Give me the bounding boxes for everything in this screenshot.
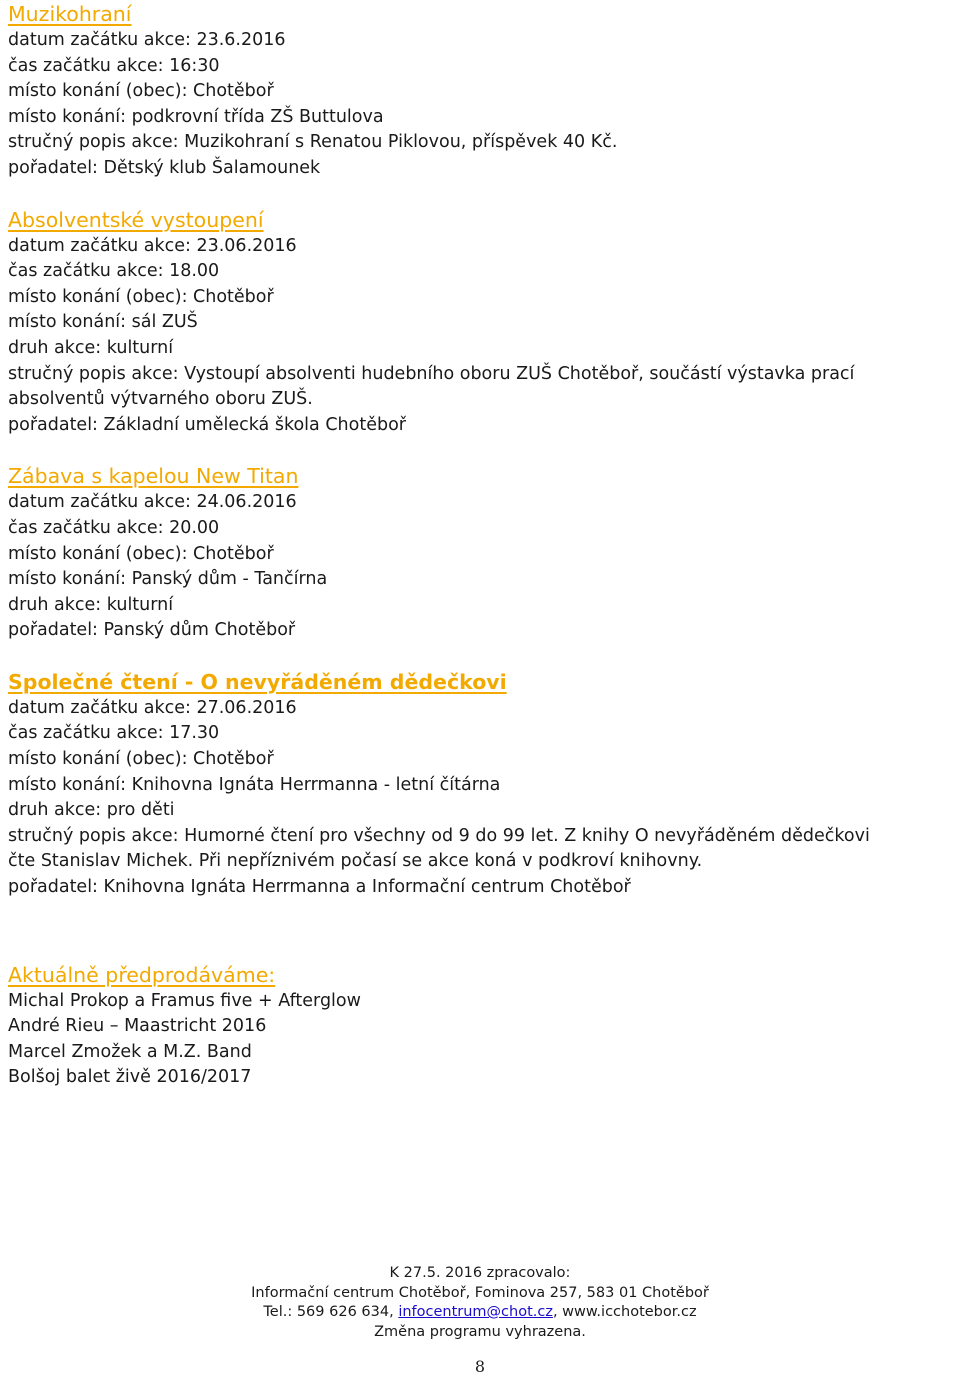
event-town: místo konání (obec): Chotěboř — [8, 543, 274, 564]
event-venue: místo konání: Knihovna Ignáta Herrmanna - letní čítárna — [8, 774, 501, 795]
event-organizer: pořadatel: Panský dům Chotěboř — [8, 620, 296, 641]
program-page — [8, 0, 958, 1091]
event-date: datum začátku akce: 24.06.2016 — [8, 492, 297, 513]
event-town: místo konání (obec): Chotěboř — [8, 749, 274, 770]
event-description: stručný popis akce: Muzikohraní s Renatou Piklovou, příspěvek 40 Kč. — [8, 132, 618, 153]
footer-address: Informační centrum Chotěboř, Fominova 257, 583 01 Chotěboř — [251, 1284, 709, 1301]
presale-item: Bolšoj balet živě 2016/2017 — [8, 1067, 252, 1088]
event-venue: místo konání: podkrovní třída ZŠ Buttulova — [8, 106, 384, 127]
event-zabava-new-titan — [8, 462, 958, 644]
event-organizer: pořadatel: Knihovna Ignáta Herrmanna a Informační centrum Chotěboř — [8, 877, 631, 898]
event-date: datum začátku akce: 27.06.2016 — [8, 697, 297, 718]
event-town: místo konání (obec): Chotěboř — [8, 81, 274, 102]
event-venue: místo konání: sál ZUŠ — [8, 312, 198, 333]
event-town: místo konání (obec): Chotěboř — [8, 286, 274, 307]
event-date: datum začátku akce: 23.6.2016 — [8, 30, 286, 50]
presale-title: Aktuálně předprodáváme: — [8, 962, 276, 987]
event-organizer: pořadatel: Základní umělecká škola Chotěboř — [8, 414, 406, 435]
event-description: stručný popis akce: Vystoupí absolventi hudebního oboru ZUŠ Chotěboř, součástí výstavka prací — [8, 363, 855, 384]
event-spolecne-cteni — [8, 668, 958, 901]
presale-item: Michal Prokop a Framus five + Afterglow — [8, 990, 361, 1011]
event-description: stručný popis akce: Humorné čtení pro všechny od 9 do 99 let. Z knihy O nevyřáděném dědečkovi — [8, 825, 870, 846]
footer-website: , www.icchotebor.cz — [552, 1304, 697, 1320]
event-title: Zábava s kapelou New Titan — [8, 464, 299, 489]
event-venue: místo konání: Panský dům - Tančírna — [8, 569, 328, 590]
footer-phone: Tel.: 569 626 634, — [263, 1304, 394, 1320]
event-time: čas začátku akce: 20.00 — [8, 517, 220, 538]
presale-item: Marcel Zmožek a M.Z. Band — [8, 1041, 252, 1062]
event-muzikohrani — [8, 0, 958, 182]
footer-disclaimer: Změna programu vyhrazena. — [374, 1323, 586, 1340]
event-time: čas začátku akce: 16:30 — [8, 55, 220, 76]
event-type: druh akce: kulturní — [8, 594, 174, 615]
event-type: druh akce: kulturní — [8, 337, 174, 358]
footer-processed-date: K 27.5. 2016 zpracovalo: — [389, 1265, 571, 1281]
presale-section — [8, 961, 958, 1091]
event-title: Absolventské vystoupení — [8, 207, 264, 232]
presale-item: André Rieu – Maastricht 2016 — [8, 1016, 267, 1037]
footer — [0, 1264, 960, 1342]
page-number: 8 — [474, 1357, 486, 1376]
footer-contacts — [0, 1303, 960, 1323]
event-time: čas začátku akce: 18.00 — [8, 261, 220, 282]
event-title: Muzikohraní — [8, 2, 132, 26]
event-type: druh akce: pro děti — [8, 800, 175, 821]
event-description-cont: čte Stanislav Michek. Při nepříznivém počasí se akce koná v podkroví knihovny. — [8, 851, 703, 872]
event-organizer: pořadatel: Dětský klub Šalamounek — [8, 157, 321, 178]
event-date: datum začátku akce: 23.06.2016 — [8, 235, 297, 256]
footer-email-link[interactable]: infocentrum@chot.cz — [398, 1304, 553, 1320]
event-title: Společné čtení - O nevyřáděném dědečkovi — [8, 669, 507, 694]
event-description-cont: absolventů výtvarného oboru ZUŠ. — [8, 389, 313, 410]
event-time: čas začátku akce: 17.30 — [8, 723, 220, 744]
event-absolventske-vystoupeni — [8, 206, 958, 439]
